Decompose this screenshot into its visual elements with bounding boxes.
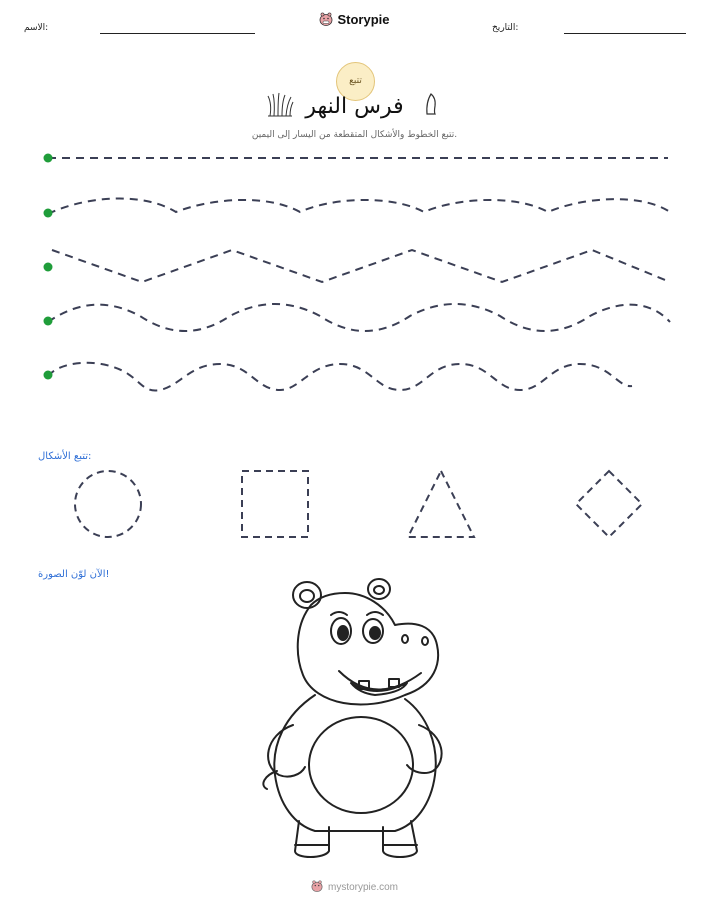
brand-logo [0, 12, 709, 29]
trace-triangle [408, 471, 474, 537]
tracing-line-zigzag [52, 250, 670, 282]
shapes-section-label: تتبع الأشكال: [38, 451, 92, 462]
footer [0, 880, 709, 895]
worksheet-subtitle: تتبع الخطوط والأشكال المتقطعة من اليسار إلى اليمين. [251, 130, 458, 140]
tracing-line-bumpy [48, 363, 632, 391]
start-dot [44, 263, 53, 272]
coloring-section-label: الآن لوّن الصورة! [38, 569, 110, 580]
trace-circle [75, 471, 141, 537]
name-label: الاسم: [24, 23, 49, 33]
worksheet-title: فرس النهر [305, 94, 404, 119]
tracing-shapes[interactable] [0, 466, 709, 546]
start-dot [44, 209, 53, 218]
hippo-face-icon [311, 880, 323, 895]
date-label: التاريخ: [492, 23, 519, 33]
footer-url[interactable]: mystorypie.com [327, 882, 398, 894]
brand-name: Storypie [337, 12, 390, 27]
tracing-lines[interactable] [0, 140, 709, 400]
trace-badge: تتبع [336, 62, 375, 101]
start-dot [44, 371, 53, 380]
date-line[interactable] [564, 33, 686, 34]
name-line[interactable] [100, 33, 255, 34]
tooth-icon [424, 92, 438, 116]
start-dot [44, 154, 53, 163]
hippo-face-icon [319, 12, 333, 29]
tracing-line-wavy-2 [48, 304, 670, 331]
tracing-line-wavy [48, 199, 670, 214]
start-dot [44, 317, 53, 326]
trace-square [242, 471, 308, 537]
hippo-coloring-icon[interactable] [255, 575, 455, 865]
trace-diamond [576, 471, 642, 537]
